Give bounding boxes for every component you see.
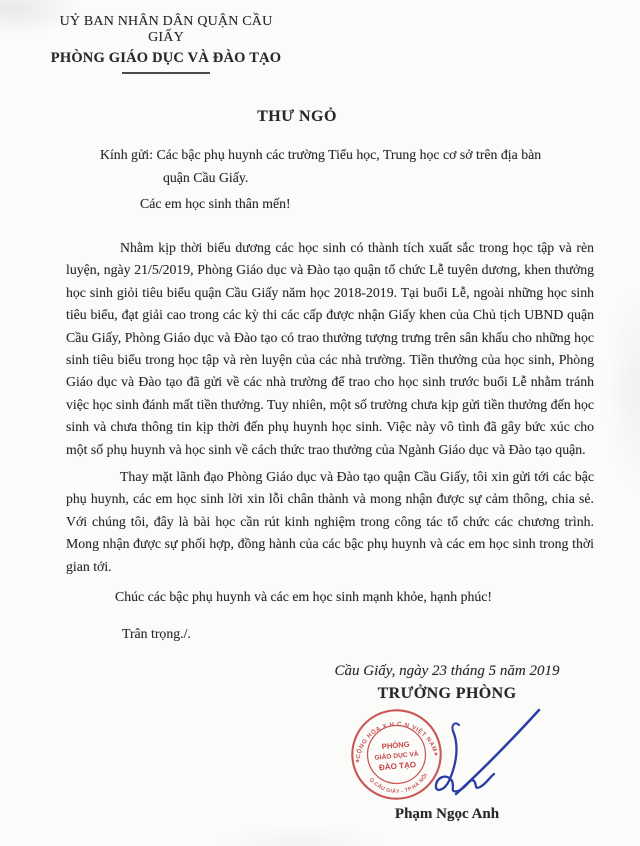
signature-cap-stroke [452, 723, 459, 731]
body-paragraph-3: Chúc các bậc phụ huynh và các em học sinh mạnh khỏe, hạnh phúc! [115, 589, 492, 605]
stamp-center-line-1: PHÒNG [381, 739, 410, 752]
body-paragraph-1: Nhằm kịp thời biểu dương các học sinh có thành tích xuất sắc trong học tập và rèn luyện, ngày 21/5/2019, Phòng Giáo dục và Đào tạo quận tổ chức Lễ tuyên dương, khen thưởng học sinh giỏi tiêu biểu quận Cầu Giấy năm học 2018-2019. Tại buổi Lễ, ngoài những học sinh tiêu biểu, đạt giải cao trong các kỳ thi các cấp được nhận Giấy khen của Chủ tịch UBND quận Cầu Giấy, Phòng Giáo dục và Đào tạo có trao thưởng tượng trưng trên sân khấu cho những học sinh tiêu biểu trong học tập và rèn luyện của các nhà trường. Tiền thưởng của học sinh, Phòng Giáo dục và Đào tạo đã gửi về các nhà trường để trao cho học sinh trước buổi Lễ nhằm tránh việc học sinh đánh mất tiền thưởng. Tuy nhiên, một số trường chưa kịp gửi tiền thưởng đến học sinh và chưa thông tin kịp thời đến phụ huynh học sinh. Việc này vô tình đã gây bức xúc cho một số phụ huynh và học sinh về cách thức trao thưởng của Ngành Giáo dục và Đào tạo quận. [66, 240, 594, 457]
signature-strokes [415, 697, 553, 799]
signature-loops-stroke [436, 731, 494, 791]
issuing-department: PHÒNG GIÁO DỤC VÀ ĐÀO TẠO [50, 50, 282, 66]
letterhead-rule [122, 72, 210, 74]
letter-body [66, 237, 594, 645]
signer-name: Phạm Ngọc Anh [394, 806, 500, 822]
signature-flourish-stroke [456, 710, 539, 794]
letter-title: THƯ NGỎ [257, 108, 337, 125]
recipient-line-2: quận Cầu Giấy. [163, 170, 249, 185]
body-paragraph-2: Thay mặt lãnh đạo Phòng Giáo dục và Đào tạo quận Cầu Giấy, tôi xin gửi tới các bậc phụ huynh, các em học sinh lời xin lỗi chân thành và mong nhận được sự cảm thông, chia sẻ. Với chúng tôi, đây là bài học cần rút kinh nghiệm trong công tác tổ chức các chương trình. Mong nhận được sự phối hợp, đồng hành của các bậc phụ huynh và các em học sinh trong thời gian tới. [66, 469, 594, 574]
recipient-line-1: Kính gửi: Các bậc phụ huynh các trường Tiểu học, Trung học cơ sở trên địa bàn [100, 147, 542, 162]
place-date-line: Cầu Giấy, ngày 23 tháng 5 năm 2019 [334, 663, 560, 679]
signer-position: TRƯỞNG PHÒNG [377, 685, 517, 702]
recipient-block [100, 143, 541, 189]
stamp-arc-top-text: CỘNG HÒA X.H.C.N VIỆT NAM [354, 720, 439, 760]
stamp-arc-bottom-text: Q.CẦU GIẤY - TP.HÀ NỘI [368, 772, 430, 796]
greeting-line: Các em học sinh thân mến! [140, 196, 291, 211]
stamp-center-line-2: GIÁO DỤC VÀ [374, 750, 420, 762]
stamp-star-right-icon: ★ [433, 751, 439, 759]
handwritten-signature [415, 697, 553, 799]
issuing-authority: UỶ BAN NHÂN DÂN QUẬN CẦU GIẤY [59, 14, 273, 45]
letterhead [41, 14, 291, 74]
closing-line: Trân trọng./. [122, 625, 191, 641]
stamp-center-line-3: ĐÀO TẠO [378, 760, 417, 773]
stamp-star-left-icon: ★ [354, 758, 361, 765]
